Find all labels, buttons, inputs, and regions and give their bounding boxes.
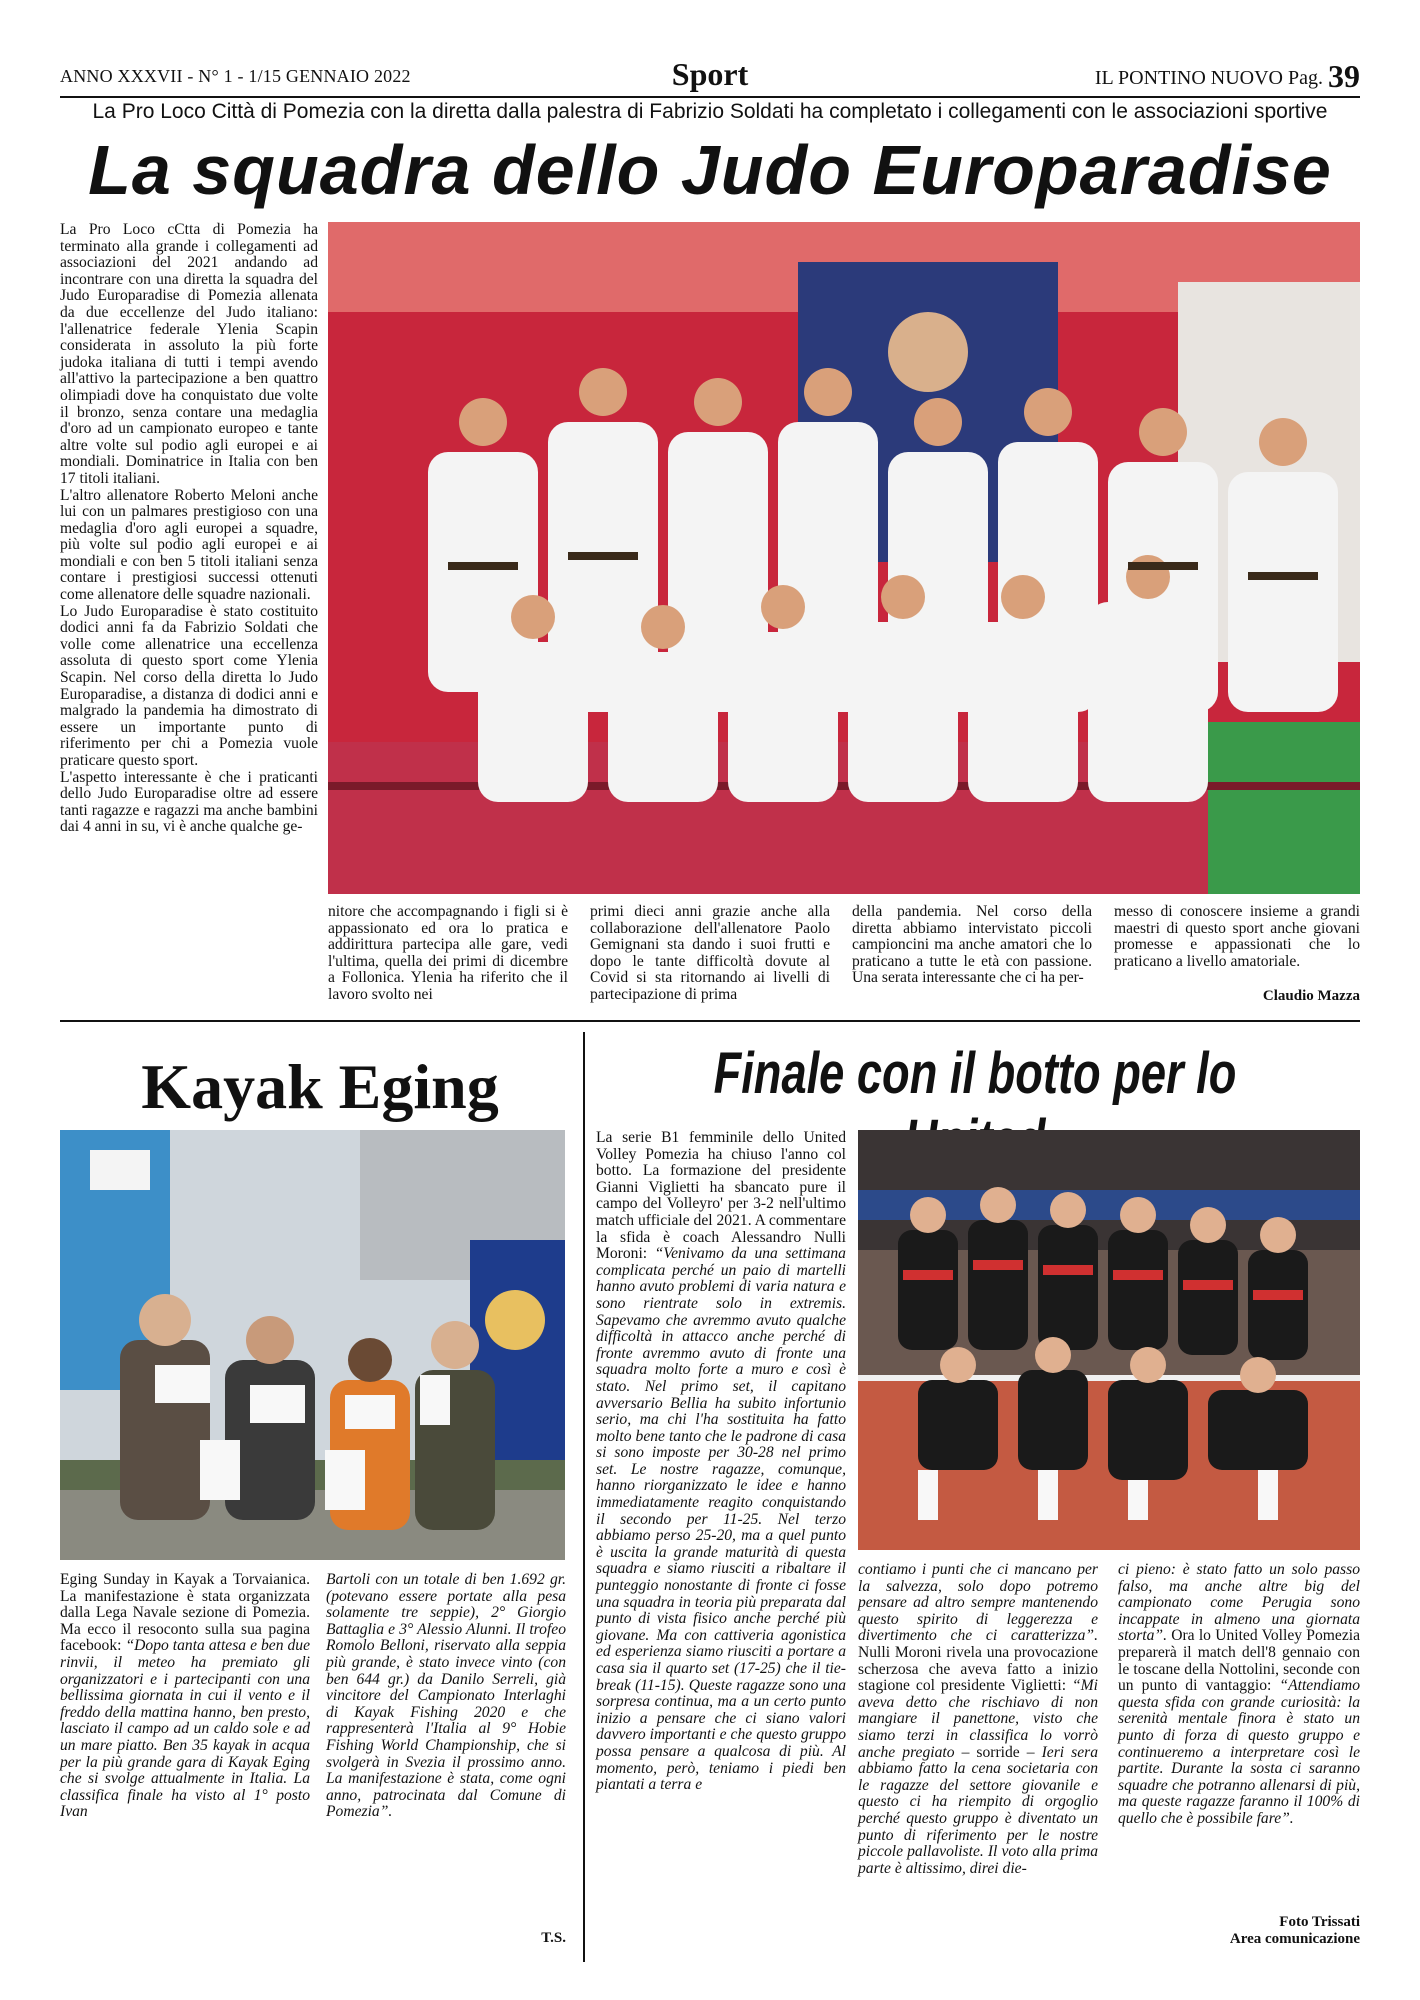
article1-column-2: nitore che accompagnando i figli si è appassionato ed ora lo pratica e addirittura partecipa alle gare, vedi l'ultima, quella dei primi di dicembre a Follonica. Ylenia ha riferito che il lavoro svolto nei xyxy=(328,903,568,1003)
article3-quote: “Attendiamo questa sfida con grande curiosità: la serenità mentale finora è stato un punto di forza di questo gruppo e continueremo a interpretare così le partite. Durante la sosta ci saranno squadre che potranno allenarsi di più, ma queste ragazze faranno il 100% di quello che è possibile fare”. xyxy=(1118,1677,1360,1827)
article1-column-1 xyxy=(60,222,318,836)
article3-column-1 xyxy=(596,1130,846,1794)
article1-column-5: messo di conoscere insieme a grandi maestri di questo sport anche giovani promesse e appassionati che lo praticano a livello amatoriale. xyxy=(1114,903,1360,970)
article3-quote: “Venivamo da una settimana complicata perché un paio di martelli hanno avuto problemi di varia natura e sono rientrate solo in extremis. Sapevamo che avremmo avuto qualche difficoltà in attacco anche perché di fronte avremmo avuto di fronte una squadra molto forte a muro e così è stato. Nel primo set, il capitano avversario Bellia ha subito infortunio serio, ma chi l'ha sostituita ha fatto molto bene tanto che le padrone di casa si sono imposte per 30-28 nel primo set. Le nostre ragazze, comunque, hanno riorganizzato le idee e hanno immediatamente reagito conquistando il secondo per 11-25. Nel terzo abbiamo perso 25-20, ma a quel punto è uscita la grande maturità di questa squadra e siamo riusciti a ribaltare il punteggio nonostante di fronte ci fosse una squadra in teoria più preparata dal punto di vista fisico anche perché più giovane. Ma con cattiveria agonistica ed esperienza siamo riusciti a portare a casa sia il quarto set (17-25) che il tie-break (11-15). Queste ragazze sono una sorpresa continua, ma a un certo punto inizio a pensare che ci siano valori davvero importanti e che questo gruppo possa pensare a qualcosa di più. Al momento, però, teniamo i piedi ben piantati a terra e xyxy=(596,1245,846,1794)
article1-paragraph: L'altro allenatore Roberto Meloni anche lui con un palmares prestigioso con una medaglia d'oro agli europei a squadre, più volte sul podio agli europei e ai mondiali e con ben 5 titoli italiani senza contare i prestigiosi successi ottenuti come allenatore delle squadre nazionali. xyxy=(60,486,318,604)
column-divider xyxy=(583,1032,585,1962)
article3-quote: contiamo i punti che ci mancano per la salvezza, solo dopo potremo pensare ad altro sempre mantenendo questo spirito di leggerezza e divertimento che ci caratterizza”. xyxy=(858,1561,1098,1645)
article3-photo-credit: Foto Trissati xyxy=(1279,1914,1360,1930)
article3-text: Nulli Moroni rivela una provocazione scherzosa che aveva fatto a inizio stagione col presidente Viglietti: xyxy=(858,1643,1098,1695)
article1-column-4: della pandemia. Nel corso della diretta abbiamo intervistato piccoli campioncini ma anche amatori che lo praticano a tutte le età con passione. Una serata interessante che ci ha per- xyxy=(852,903,1092,987)
article3-title: Finale con il botto per lo xyxy=(713,1041,1237,1106)
kayak-winners-photo xyxy=(60,1130,565,1560)
volley-team-photo-image xyxy=(858,1130,1360,1550)
article3-quote: ci pieno: è stato fatto un solo passo falso, ma anche altre big del campionato come Perugia sono incappate in almeno una giornata storta”. xyxy=(1118,1561,1360,1645)
article2-column-1 xyxy=(60,1572,310,1821)
judo-team-photo xyxy=(328,222,1360,894)
issue-info: ANNO XXXVII - N° 1 - 1/15 GENNAIO 2022 xyxy=(60,66,411,86)
article1-signature: Claudio Mazza xyxy=(1262,988,1360,1004)
article3-quote: Ieri sera abbiamo fatto la cena societaria con le ragazze del settore giovanile e questo ci ha riempito di orgoglio perché questo gruppo è diventato un punto di riferimento per le nostre piccole pallavoliste. Il voto alla prima parte è altissimo, direi die- xyxy=(858,1743,1099,1877)
article3-column-3 xyxy=(1118,1562,1360,1828)
article3-text: Ora lo United Volley Pomezia preparerà il match dell'8 gennaio con le toscane della Nottolini, seconde con un punto di vantaggio: xyxy=(1118,1627,1360,1695)
article3-text: sorride – xyxy=(976,1743,1035,1761)
judo-team-photo-image xyxy=(328,222,1360,894)
article2-title: Kayak Eging xyxy=(141,1051,499,1122)
page-number: 39 xyxy=(1328,58,1360,94)
header-rule xyxy=(60,96,1360,98)
article2-quote: “Dopo tanta attesa e ben due rinvii, il meteo ha premiato gli organizzatori e i partecipanti con una bellissima giornata in cui il vento e il freddo della mattina hanno, ben presto, lasciato il campo ad un caldo sole e ad un mare piatto. Ben 35 kayak in acqua per la più grande gara di Kayak Eging che si svolge attualmente in Italia. La classifica finale ha visto al 1° posto Ivan xyxy=(60,1637,310,1821)
article3-text: La serie B1 femminile dello United Volley Pomezia ha chiuso l'anno col botto. La formazione del presidente Gianni Viglietti ha sbancato pure il campo del Volleyro' per 3-2 nell'ultimo match ufficiale del 2021. A commentare la sfida è coach Alessandro Nulli Moroni: xyxy=(596,1129,846,1263)
article1-paragraph: Lo Judo Europaradise è stato costituito dodici anni fa da Fabrizio Soldati che volle come allenatrice una eccellenza assoluta di questo sport come Ylenia Scapin. Nel corso della diretta lo Judo Europaradise, a distanza di dodici anni e malgrado la pandemia ha dimostrato di essere un importante punto di riferimento per chi a Pomezia vuole praticare questo sport. xyxy=(60,602,318,769)
article2-signature: T.S. xyxy=(541,1930,566,1946)
article1-kicker: La Pro Loco Città di Pomezia con la diretta dalla palestra di Fabrizio Soldati ha completato i collegamenti con le associazioni sportive xyxy=(92,100,1328,123)
article1-title: La squadra dello Judo Europaradise xyxy=(88,131,1332,209)
article1-column-3: primi dieci anni grazie anche alla collaborazione dell'allenatore Paolo Gemignani sta dando i suoi frutti e dopo le tante difficoltà dovute al Covid si sta ritornando ai livelli di partecipazione di prima xyxy=(590,903,830,1003)
article1-paragraph: La Pro Loco cCtta di Pomezia ha terminato alla grande i collegamenti ad associazioni del 2021 andando ad incontrare con una diretta la squadra del Judo Europaradise di Pomezia allenata da due eccellenze del Judo italiano: l'allenatrice federale Ylenia Scapin considerata in assoluto la più forte judoka italiana di tutti i tempi avendo all'attivo la partecipazione a ben quattro olimpiadi dove ha conquistato due volte il bronzo, senza contare una medaglia d'oro ad un campionato europeo e tante altre volte sul podio agli europei e ai mondiali. Dominatrice in Italia con ben 17 titoli italiani. xyxy=(60,221,318,487)
volley-team-photo xyxy=(858,1130,1360,1550)
article1-paragraph: L'aspetto interessante è che i praticanti dello Judo Europaradise oltre ad essere tanti ragazze e ragazzi ma anche bambini dai 4 anni in su, vi è anche qualche ge- xyxy=(60,768,318,836)
section-divider xyxy=(60,1020,1360,1022)
publication-page xyxy=(1095,58,1360,95)
article3-signature xyxy=(1118,1914,1360,1948)
kayak-winners-photo-image xyxy=(60,1130,565,1560)
article3-column-2 xyxy=(858,1562,1098,1877)
article2-column-2: Bartoli con un totale di ben 1.692 gr. (potevano essere portate alla pesa solamente tre seppie), 2° Giorgio Battaglia e 3° Alessio Alunni. Il trofeo Romolo Belloni, riservato alla seppia più grande, è stato invece vinto (con ben 644 gr.) da Danilo Serreli, già vincitore del Campionato Interlaghi di Kayak Fishing 2020 e che rappresenterà l'Italia al 9° Hobie Fishing World Championship, che si svolgerà in Svezia il prossimo anno. La manifestazione è stata, come ogni anno, patrocinata dal Comune di Pomezia”. xyxy=(326,1571,566,1821)
article2-text: Eging Sunday in Kayak a Torvaianica. La manifestazione è stata organizzata dalla Lega Navale sezione di Pomezia. Ma ecco il resoconto sulla sua pagina facebook: xyxy=(60,1571,310,1655)
article3-quote: “Mi aveva detto che rischiavo di non mangiare il panettone, visto che siamo terzi in classifica lo vorrò anche pregiato – xyxy=(858,1677,1098,1761)
article3-credit-office: Area comunicazione xyxy=(1229,1931,1360,1947)
publication-name: IL PONTINO NUOVO Pag. xyxy=(1094,67,1323,89)
section-name: Sport xyxy=(671,56,749,92)
